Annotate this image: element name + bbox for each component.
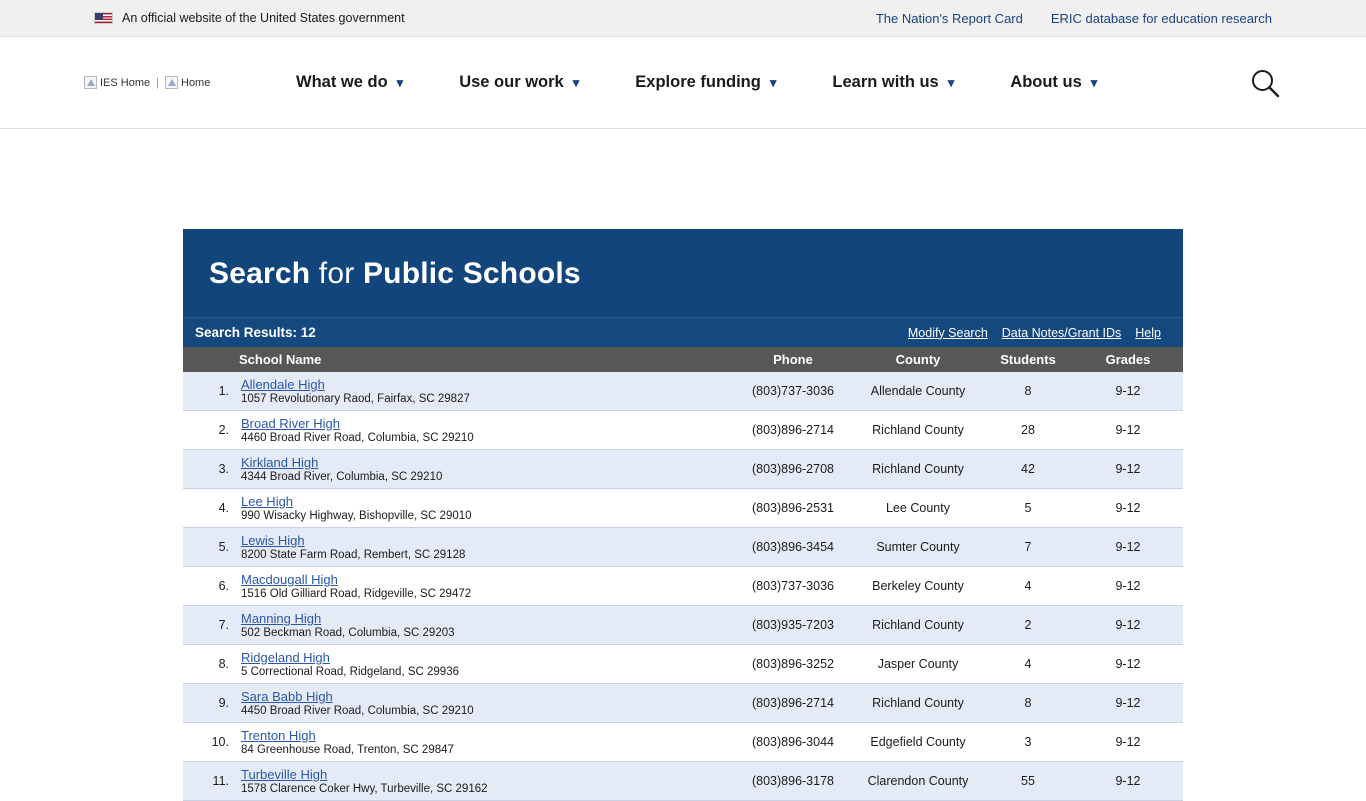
school-name-link[interactable]: Kirkland High xyxy=(241,455,319,470)
school-county: Berkeley County xyxy=(853,567,983,606)
page-title xyxy=(209,257,1157,291)
modify-search-link[interactable]: Modify Search xyxy=(907,325,988,340)
nav-item-explore-funding[interactable] xyxy=(607,73,804,92)
school-grades: 9-12 xyxy=(1073,645,1183,684)
card-header xyxy=(183,229,1183,317)
table-row xyxy=(183,762,1183,801)
school-county: Sumter County xyxy=(853,528,983,567)
nav-item-label: Use our work xyxy=(459,73,564,91)
school-name-cell xyxy=(235,372,733,411)
school-phone: (803)896-3044 xyxy=(733,723,853,762)
school-grades: 9-12 xyxy=(1073,723,1183,762)
page-content xyxy=(0,129,1366,801)
home-logo[interactable] xyxy=(165,76,210,89)
school-phone: (803)737-3036 xyxy=(733,567,853,606)
school-county: Lee County xyxy=(853,489,983,528)
school-name-cell xyxy=(235,567,733,606)
school-county: Jasper County xyxy=(853,645,983,684)
school-phone: (803)737-3036 xyxy=(733,372,853,411)
row-index: 1. xyxy=(183,372,235,411)
school-grades: 9-12 xyxy=(1073,684,1183,723)
search-icon[interactable] xyxy=(1248,66,1282,100)
column-header-phone[interactable]: Phone xyxy=(733,347,853,372)
nav-item-about-us[interactable] xyxy=(982,73,1125,92)
results-bar-links xyxy=(908,326,1161,340)
nav-items xyxy=(268,73,1248,92)
school-grades: 9-12 xyxy=(1073,489,1183,528)
us-flag-icon xyxy=(94,12,113,24)
school-address: 1516 Old Gilliard Road, Ridgeville, SC 29472 xyxy=(241,588,472,600)
school-name-cell xyxy=(235,450,733,489)
school-grades: 9-12 xyxy=(1073,528,1183,567)
chevron-down-icon: ▾ xyxy=(947,75,955,90)
table-row xyxy=(183,372,1183,411)
school-name-cell xyxy=(235,762,733,801)
help-link[interactable]: Help xyxy=(1135,325,1161,340)
school-address: 1057 Revolutionary Raod, Fairfax, SC 29827 xyxy=(241,393,470,405)
page-title-part3: Public Schools xyxy=(362,257,581,290)
chevron-down-icon: ▾ xyxy=(1090,75,1098,90)
school-address: 1578 Clarence Coker Hwy, Turbeville, SC 29162 xyxy=(241,783,488,795)
school-students: 42 xyxy=(983,450,1073,489)
school-address: 4460 Broad River Road, Columbia, SC 29210 xyxy=(241,432,474,444)
ies-home-logo[interactable] xyxy=(84,76,150,89)
school-county: Richland County xyxy=(853,411,983,450)
column-header-school-name[interactable]: School Name xyxy=(183,347,733,372)
results-table xyxy=(183,347,1183,801)
school-name-link[interactable]: Macdougall High xyxy=(241,572,338,587)
table-row xyxy=(183,528,1183,567)
school-address: 5 Correctional Road, Ridgeland, SC 29936 xyxy=(241,666,459,678)
broken-image-icon xyxy=(165,76,178,89)
row-index: 5. xyxy=(183,528,235,567)
nav-item-what-we-do[interactable] xyxy=(268,73,431,92)
results-table-body xyxy=(183,372,1183,801)
row-index: 6. xyxy=(183,567,235,606)
school-students: 2 xyxy=(983,606,1073,645)
column-header-grades[interactable]: Grades xyxy=(1073,347,1183,372)
school-phone: (803)896-3178 xyxy=(733,762,853,801)
school-name-link[interactable]: Trenton High xyxy=(241,728,316,743)
chevron-down-icon: ▾ xyxy=(396,75,404,90)
school-grades: 9-12 xyxy=(1073,567,1183,606)
school-county: Richland County xyxy=(853,684,983,723)
table-row xyxy=(183,723,1183,762)
school-phone: (803)935-7203 xyxy=(733,606,853,645)
school-students: 55 xyxy=(983,762,1073,801)
school-name-link[interactable]: Allendale High xyxy=(241,377,325,392)
school-county: Richland County xyxy=(853,606,983,645)
school-address: 84 Greenhouse Road, Trenton, SC 29847 xyxy=(241,744,454,756)
home-logo-alt: Home xyxy=(181,76,211,89)
school-phone: (803)896-2714 xyxy=(733,684,853,723)
nav-item-label: Explore funding xyxy=(635,73,761,91)
school-address: 4450 Broad River Road, Columbia, SC 29210 xyxy=(241,705,474,717)
ies-home-logo-alt: IES Home xyxy=(100,76,151,89)
school-name-cell xyxy=(235,645,733,684)
page-title-part1: Search xyxy=(209,257,311,290)
results-count-label: Search Results: 12 xyxy=(195,325,316,340)
logo-group xyxy=(84,76,214,89)
school-phone: (803)896-3454 xyxy=(733,528,853,567)
table-row xyxy=(183,567,1183,606)
school-students: 5 xyxy=(983,489,1073,528)
school-address: 8200 State Farm Road, Rembert, SC 29128 xyxy=(241,549,466,561)
school-name-link[interactable]: Manning High xyxy=(241,611,322,626)
table-row xyxy=(183,684,1183,723)
gov-banner xyxy=(0,0,1366,37)
nav-item-learn-with-us[interactable] xyxy=(804,73,982,92)
school-grades: 9-12 xyxy=(1073,372,1183,411)
row-index: 4. xyxy=(183,489,235,528)
school-name-cell xyxy=(235,723,733,762)
school-phone: (803)896-2708 xyxy=(733,450,853,489)
school-name-cell xyxy=(235,411,733,450)
row-index: 3. xyxy=(183,450,235,489)
table-row xyxy=(183,450,1183,489)
row-index: 2. xyxy=(183,411,235,450)
school-students: 8 xyxy=(983,372,1073,411)
gov-banner-links xyxy=(876,11,1272,26)
school-name-link[interactable]: Turbeville High xyxy=(241,767,328,782)
logo-separator: | xyxy=(156,76,159,89)
school-name-cell xyxy=(235,489,733,528)
link-nations-report-card[interactable]: The Nation's Report Card xyxy=(875,10,1023,26)
data-notes-grant-ids-link[interactable]: Data Notes/Grant IDs xyxy=(1001,325,1122,340)
school-phone: (803)896-2531 xyxy=(733,489,853,528)
table-row xyxy=(183,606,1183,645)
page-title-part2: for xyxy=(310,257,363,290)
school-grades: 9-12 xyxy=(1073,450,1183,489)
school-students: 4 xyxy=(983,567,1073,606)
nav-item-use-our-work[interactable] xyxy=(431,73,607,92)
school-name-cell xyxy=(235,528,733,567)
row-index: 8. xyxy=(183,645,235,684)
school-county: Allendale County xyxy=(853,372,983,411)
school-students: 28 xyxy=(983,411,1073,450)
row-index: 9. xyxy=(183,684,235,723)
school-address: 4344 Broad River, Columbia, SC 29210 xyxy=(241,471,443,483)
school-name-link[interactable]: Lewis High xyxy=(241,533,305,548)
school-students: 3 xyxy=(983,723,1073,762)
school-name-cell xyxy=(235,684,733,723)
school-phone: (803)896-2714 xyxy=(733,411,853,450)
nav-item-label: Learn with us xyxy=(832,73,939,91)
school-name-link[interactable]: Broad River High xyxy=(241,416,340,431)
nav-item-label: What we do xyxy=(296,73,388,91)
school-address: 502 Beckman Road, Columbia, SC 29203 xyxy=(241,627,455,639)
school-grades: 9-12 xyxy=(1073,606,1183,645)
table-row xyxy=(183,645,1183,684)
table-header-row xyxy=(183,347,1183,372)
school-grades: 9-12 xyxy=(1073,411,1183,450)
school-name-cell xyxy=(235,606,733,645)
results-bar xyxy=(183,317,1183,347)
table-row xyxy=(183,489,1183,528)
school-students: 8 xyxy=(983,684,1073,723)
school-name-link[interactable]: Lee High xyxy=(241,494,294,509)
table-row xyxy=(183,411,1183,450)
school-grades: 9-12 xyxy=(1073,762,1183,801)
column-header-students[interactable]: Students xyxy=(983,347,1073,372)
gov-banner-text: An official website of the United States government xyxy=(122,11,405,25)
school-students: 7 xyxy=(983,528,1073,567)
chevron-down-icon: ▾ xyxy=(769,75,777,90)
school-name-link[interactable]: Ridgeland High xyxy=(241,650,330,665)
row-index: 10. xyxy=(183,723,235,762)
column-header-county[interactable]: County xyxy=(853,347,983,372)
school-address: 990 Wisacky Highway, Bishopville, SC 29010 xyxy=(241,510,472,522)
row-index: 7. xyxy=(183,606,235,645)
school-students: 4 xyxy=(983,645,1073,684)
row-index: 11. xyxy=(183,762,235,801)
chevron-down-icon: ▾ xyxy=(572,75,580,90)
main-navigation xyxy=(0,37,1366,129)
school-phone: (803)896-3252 xyxy=(733,645,853,684)
search-results-card xyxy=(183,229,1183,801)
link-eric-database[interactable]: ERIC database for education research xyxy=(1050,10,1272,26)
school-county: Richland County xyxy=(853,450,983,489)
school-name-link[interactable]: Sara Babb High xyxy=(241,689,333,704)
results-table-head xyxy=(183,347,1183,372)
nav-item-label: About us xyxy=(1010,73,1082,91)
broken-image-icon xyxy=(84,76,97,89)
school-county: Clarendon County xyxy=(853,762,983,801)
school-county: Edgefield County xyxy=(853,723,983,762)
